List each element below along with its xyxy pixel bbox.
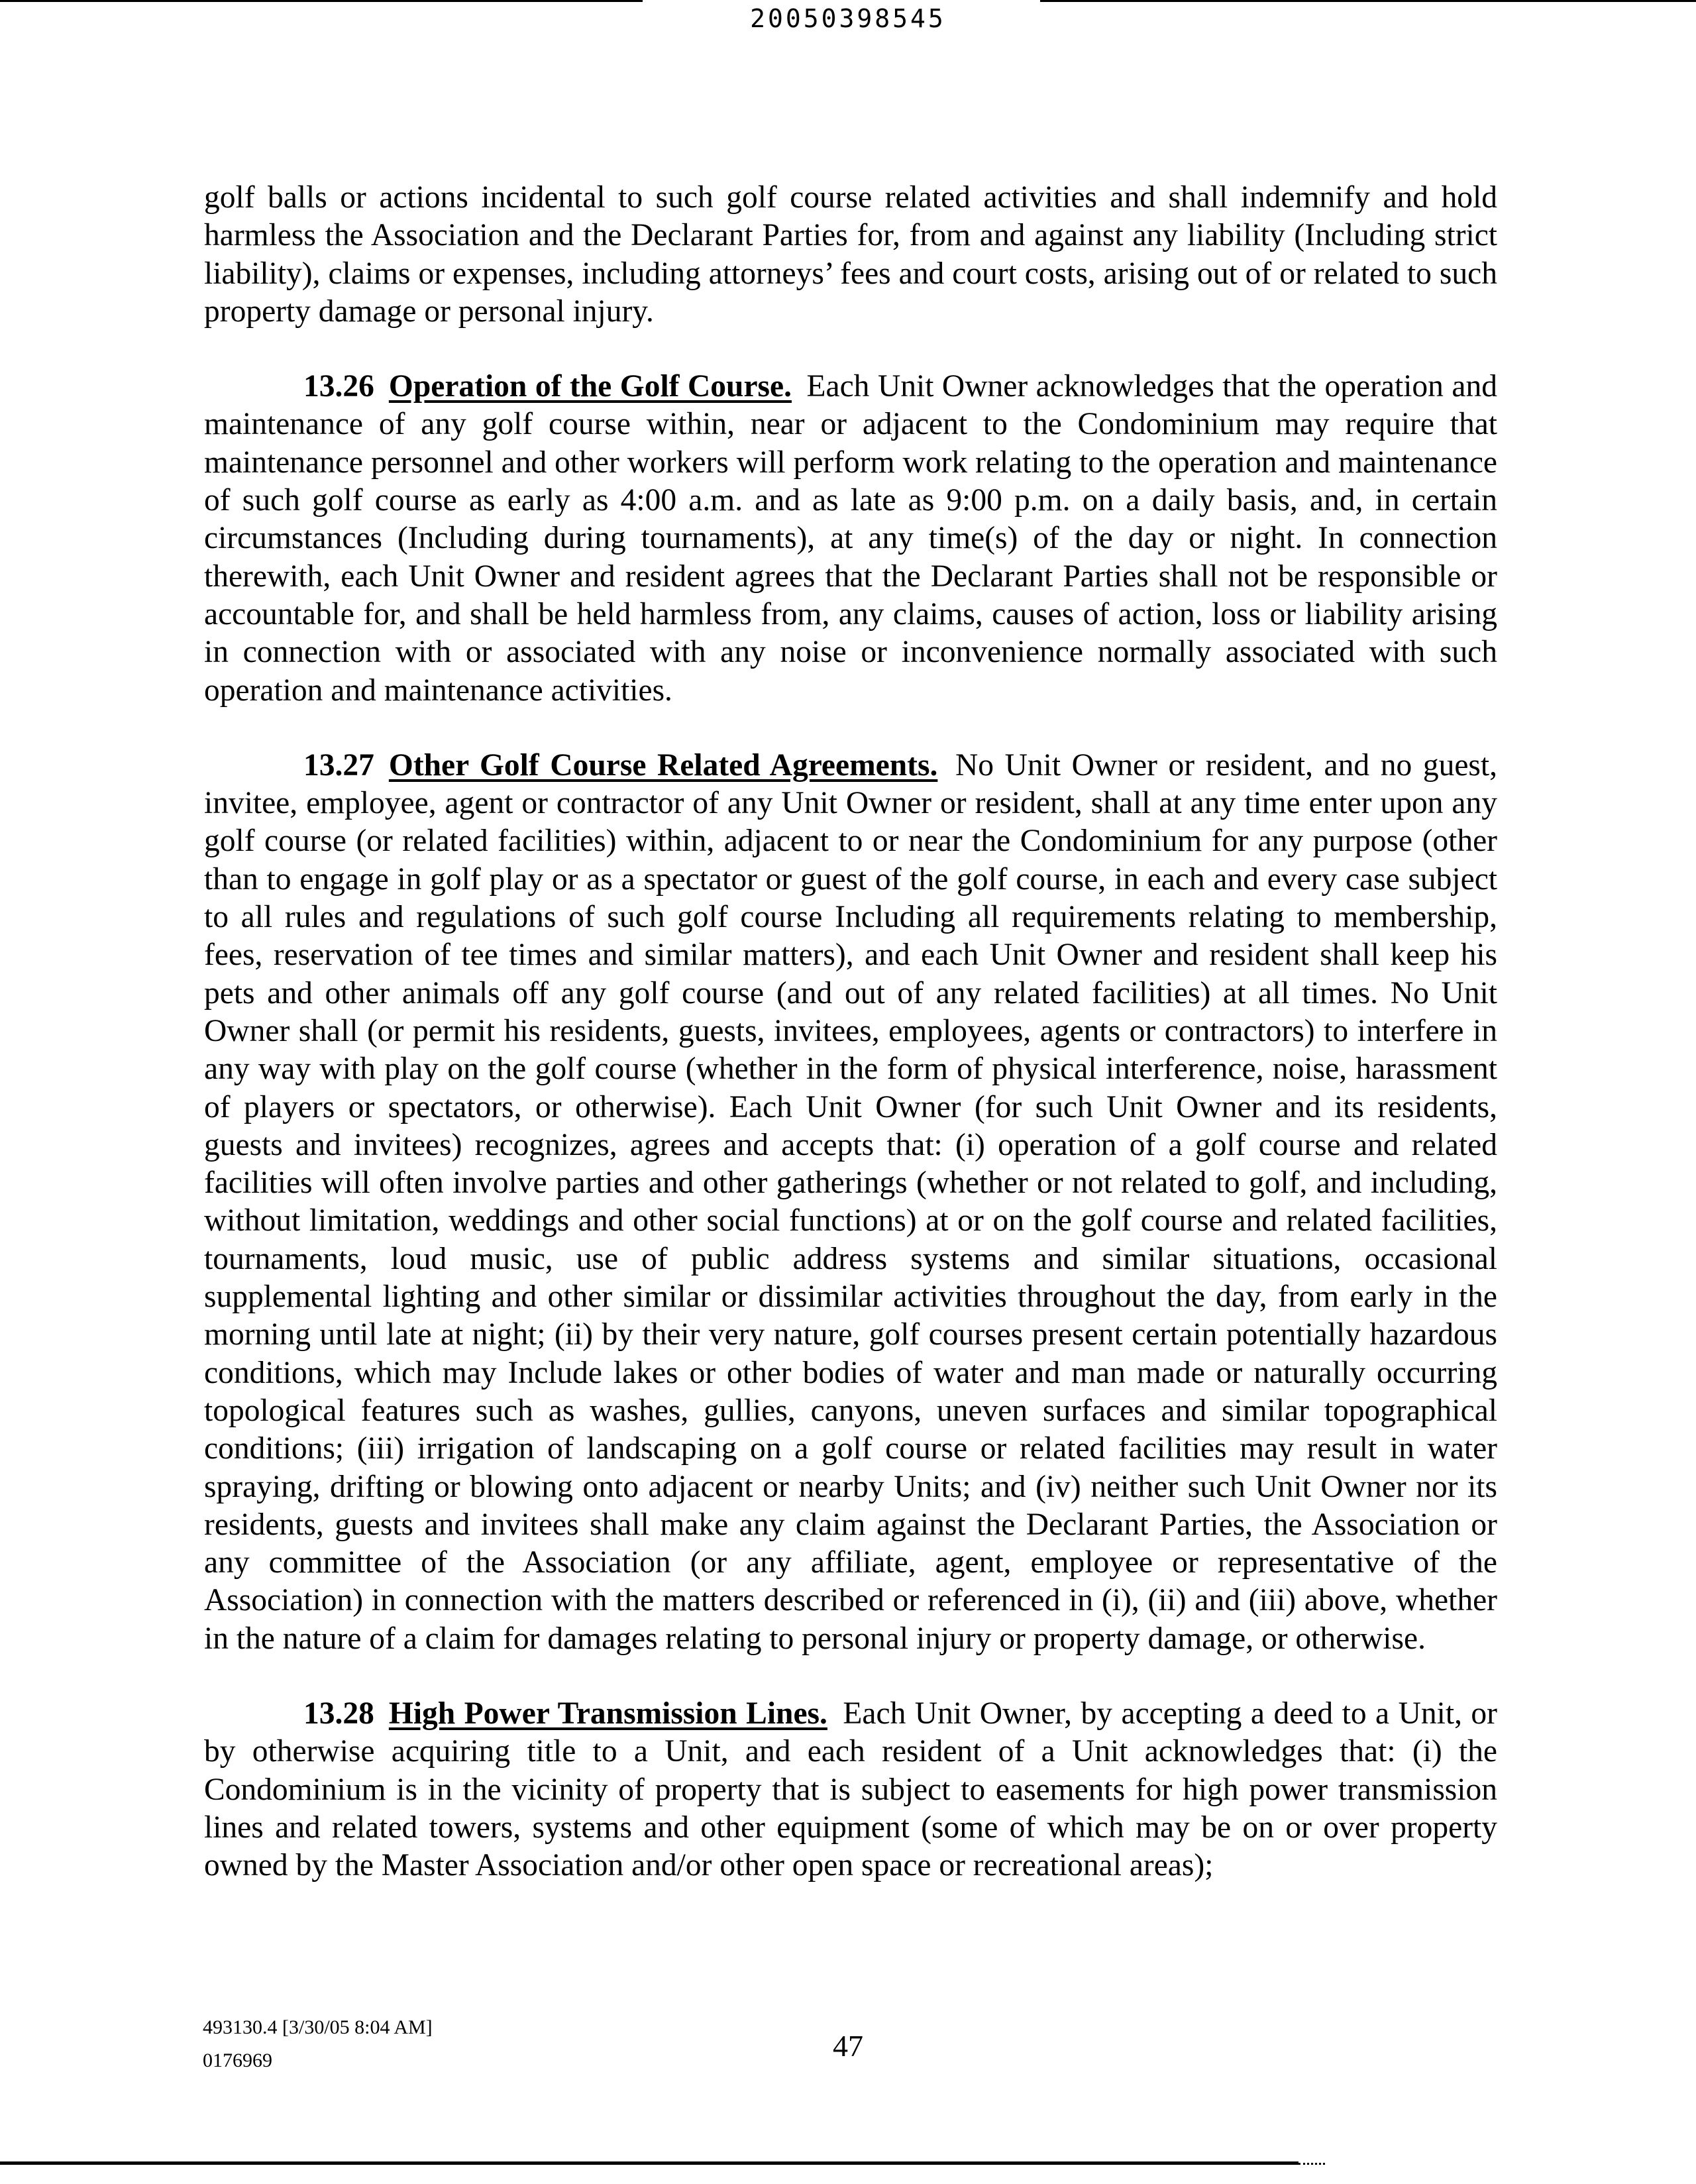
document-number: 20050398545 <box>750 4 946 33</box>
section-text: Each Unit Owner, by accepting a deed to a Unit, or by otherwise acquiring title to a Unit, and each resident of a Unit acknowledges that: (i) the Condominium is in the vicinity of property that is subject to easements for high power transmission lines and related towers, systems and other equipment (some of which may be on or over property owned by the Master Association and/or other open space or recreational areas); <box>204 1696 1497 1883</box>
section-13-27 <box>204 747 1497 1658</box>
section-13-28 <box>204 1695 1497 1884</box>
section-text: Each Unit Owner acknowledges that the operation and maintenance of any golf course within, near or adjacent to the Condominium may require that maintenance personnel and other workers will perform work relating to the operation and maintenance of such golf course as early as 4:00 a.m. and as late as 9:00 p.m. on a daily basis, and, in certain circumstances (Including during tournaments), at any time(s) of the day or night. In connection therewith, each Unit Owner and resident agrees that the Declarant Parties shall not be responsible or accountable for, and shall be held harmless from, any claims, causes of action, loss or liability arising in connection with or associated with any noise or inconvenience normally associated with such operation and maintenance activities. <box>204 369 1497 708</box>
section-number: 13.27 <box>303 747 374 783</box>
section-title: Other Golf Course Related Agreements. <box>388 747 938 783</box>
section-text: No Unit Owner or resident, and no guest, invitee, employee, agent or contractor of any Unit Owner or resident, shall at any time enter upon any golf course (or related facilities) within, adjacent to or near the Condominium for any purpose (other than to engage in golf play or as a spectator or guest of the golf course, in each and every case subject to all rules and regulations of such golf course Including all requirements relating to membership, fees, reservation of tee times and similar matters), and each Unit Owner and resident shall keep his pets and other animals off any golf course (and out of any related facilities) at all times. No Unit Owner shall (or permit his residents, guests, invitees, employees, agents or contractors) to interfere in any way with play on the golf course (whether in the form of physical interference, noise, harassment of players or spectators, or otherwise). Each Unit Owner (for such Unit Owner and its residents, guests and invitees) recognizes, agrees and accepts that: (i) operation of a golf course and related facilities will often involve parties and other gatherings (whether or not related to golf, and including, without limitation, weddings and other social functions) at or on the golf course and related facilities, tournaments, loud music, use of public address systems and similar situations, occasional supplemental lighting and other similar or dissimilar activities throughout the day, from early in the morning until late at night; (ii) by their very nature, golf courses present certain potentially hazardous conditions, which may Include lakes or other bodies of water and man made or naturally occurring topological features such as washes, gullies, canyons, uneven surfaces and similar topographical conditions; (iii) irrigation of landscaping on a golf course or related facilities may result in water spraying, drifting or blowing onto adjacent or nearby Units; and (iv) neither such Unit Owner nor its residents, guests and invitees shall make any claim against the Declarant Parties, the Association or any committee of the Association (or any affiliate, agent, employee or representative of the Association) in connection with the matters described or referenced in (i), (ii) and (iii) above, whether in the nature of a claim for damages relating to personal injury or property damage, or otherwise. <box>204 747 1497 1656</box>
document-body <box>204 179 1497 1922</box>
section-title: Operation of the Golf Course. <box>388 369 792 404</box>
footer-file-number: 0176969 <box>203 2049 272 2071</box>
continuation-paragraph: golf balls or actions incidental to such golf course related activities and shall indemnify and hold harmless the Association and the Declarant Parties for, from and against any liability (Including strict liability), claims or expenses, including attorneys’ fees and court costs, arising out of or related to such property damage or personal injury. <box>204 180 1497 329</box>
section-number: 13.26 <box>303 369 374 404</box>
section-13-26 <box>204 368 1497 710</box>
bottom-rule <box>0 2161 1298 2165</box>
section-title: High Power Transmission Lines. <box>388 1696 827 1731</box>
page-number: 47 <box>833 2029 863 2063</box>
bottom-rule-tail <box>1298 2163 1325 2165</box>
section-number: 13.28 <box>303 1696 374 1731</box>
footer-doc-ref: 493130.4 [3/30/05 8:04 AM] <box>203 2016 433 2038</box>
